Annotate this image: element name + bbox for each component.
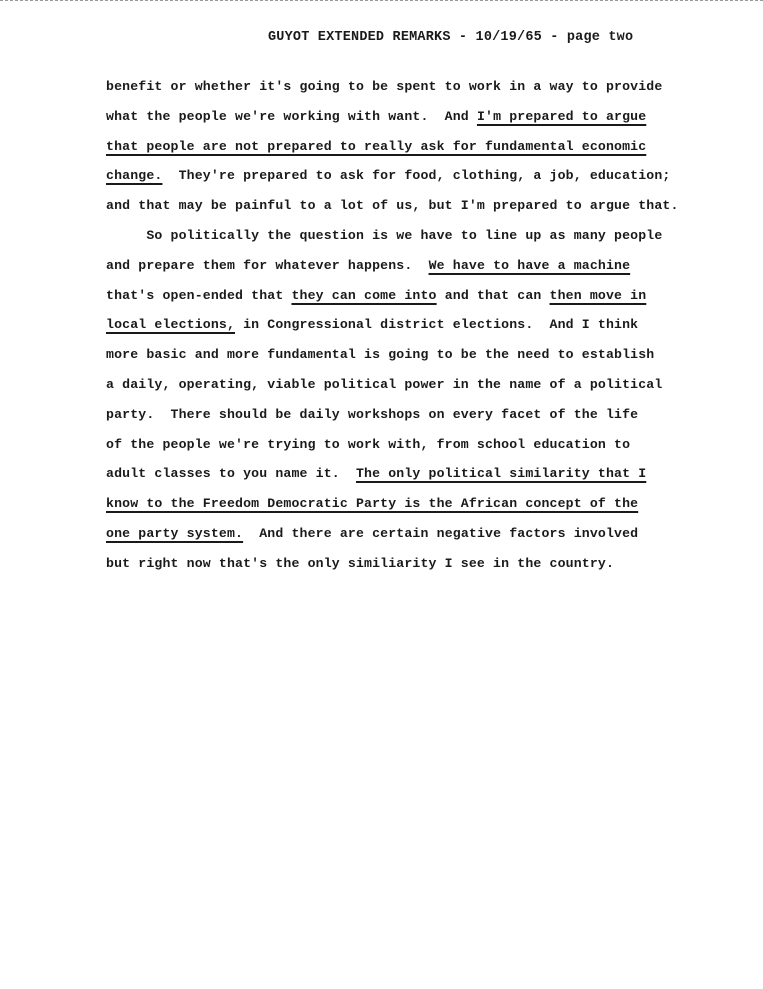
- text-line: [106, 430, 756, 460]
- text-line: [106, 161, 756, 191]
- text-segment: adult classes to you name it.: [106, 466, 356, 482]
- text-line: [106, 72, 756, 102]
- text-segment: but right now that's the only similiarity I see in the country.: [106, 555, 615, 571]
- text-line: [106, 251, 756, 281]
- text-line: [106, 191, 756, 221]
- text-line: [106, 400, 756, 430]
- text-line: [106, 549, 756, 579]
- text-segment: And there are certain negative factors involved: [243, 525, 639, 541]
- text-line: [106, 281, 756, 311]
- text-segment: They're prepared to ask for food, clothing, a job, education;: [162, 168, 671, 184]
- text-line: [106, 370, 756, 400]
- underlined-text: know to the Freedom Democratic Party is the African concept of the: [106, 496, 639, 512]
- text-segment: party. There should be daily workshops on every facet of the life: [106, 406, 639, 422]
- text-segment: So politically the question is we have to line up as many people: [106, 227, 663, 243]
- text-segment: and that can: [436, 287, 550, 303]
- underlined-text: We have to have a machine: [428, 257, 631, 273]
- document-body: [106, 72, 756, 579]
- text-segment: benefit or whether it's going to be spent to work in a way to provide: [106, 79, 663, 94]
- text-line: [106, 310, 756, 340]
- text-segment: in Congressional district elections. And I think: [235, 317, 639, 333]
- text-segment: that's open-ended that: [106, 287, 292, 303]
- text-line: [106, 221, 756, 251]
- text-segment: more basic and more fundamental is going to be the need to establish: [106, 347, 655, 363]
- text-segment: what the people we're working with want. And: [106, 108, 477, 124]
- text-line: [106, 459, 756, 489]
- underlined-text: one party system.: [106, 525, 244, 541]
- underlined-text: The only political similarity that I: [355, 466, 647, 482]
- underlined-text: that people are not prepared to really ask for fundamental economic: [106, 138, 647, 154]
- underlined-text: change.: [106, 168, 163, 184]
- text-segment: a daily, operating, viable political power in the name of a political: [106, 376, 663, 392]
- text-line: [106, 132, 756, 162]
- underlined-text: then move in: [549, 287, 647, 303]
- text-line: [106, 340, 756, 370]
- text-line: [106, 519, 756, 549]
- underlined-text: they can come into: [291, 287, 437, 303]
- text-segment: of the people we're trying to work with, from school education to: [106, 436, 631, 452]
- top-edge-border: [0, 0, 763, 1]
- text-segment: and that may be painful to a lot of us, but I'm prepared to argue that.: [106, 198, 679, 214]
- page-header: GUYOT EXTENDED REMARKS - 10/19/65 - page two: [268, 30, 634, 45]
- text-segment: and prepare them for whatever happens.: [106, 257, 429, 273]
- text-line: [106, 489, 756, 519]
- underlined-text: local elections,: [106, 317, 236, 333]
- underlined-text: I'm prepared to argue: [476, 108, 647, 124]
- text-line: [106, 102, 756, 132]
